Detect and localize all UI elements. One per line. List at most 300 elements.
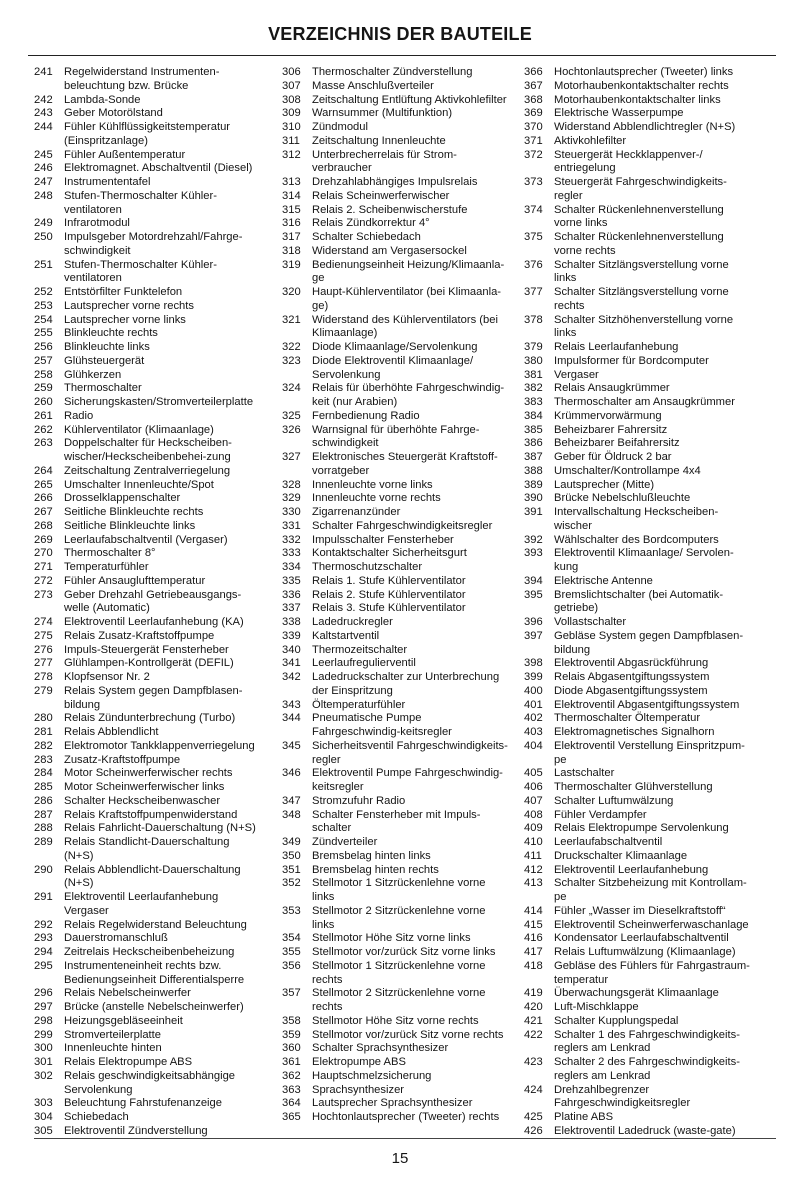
part-number: 388	[524, 464, 543, 477]
part-description	[554, 410, 772, 424]
part-description-line: Steuergerät Heckklappenver-/	[554, 148, 703, 161]
part-description	[64, 355, 272, 369]
part-description-line: Elektrische Antenne	[554, 574, 653, 587]
part-number: 416	[524, 932, 543, 945]
part-description-line: Diode Klimaanlage/Servolenkung	[312, 341, 478, 353]
part-description-line: Relais System gegen Dampfblasen-	[64, 684, 243, 697]
part-description	[554, 960, 772, 988]
part-number: 300	[34, 1042, 53, 1055]
part-number: 253	[34, 299, 53, 312]
parts-column-1	[34, 66, 272, 1139]
part-description-line: Hochtonlautsprecher (Tweeter) links	[554, 66, 734, 78]
part-number: 408	[524, 808, 543, 821]
part-description-line: Zeitrelais Heckscheibenbeheizung	[64, 946, 235, 958]
part-description-line: Leerlaufabschaltventil	[554, 836, 663, 848]
part-description-line: schwindigkeit	[64, 244, 131, 257]
part-entry	[34, 671, 272, 685]
part-description-line: Lautsprecher vorne links	[64, 313, 186, 326]
part-description-line: Öltemperaturfühler	[312, 698, 406, 711]
part-description	[64, 987, 272, 1001]
part-description-line: Vergaser	[554, 368, 599, 381]
part-number: 372	[524, 148, 543, 161]
part-description	[312, 671, 522, 699]
part-description-line: (N+S)	[64, 877, 94, 890]
part-description-line: Hauptschmelzsicherung	[312, 1069, 432, 1082]
part-number: 291	[34, 891, 53, 903]
part-entry	[34, 424, 272, 438]
part-description	[554, 575, 772, 589]
part-description-line: Motorhaubenkontaktschalter links	[554, 93, 721, 106]
part-description	[554, 767, 772, 781]
part-description-line: Infrarotmodul	[64, 217, 130, 230]
part-number: 295	[34, 959, 53, 972]
part-description	[312, 809, 522, 837]
part-entry	[524, 987, 772, 1001]
part-number: 422	[524, 1028, 543, 1041]
part-description-line: Brücke Nebelschlußleuchte	[554, 492, 691, 505]
part-number: 263	[34, 437, 53, 450]
part-number: 373	[524, 176, 543, 188]
part-description	[312, 314, 522, 342]
part-entry	[282, 561, 522, 575]
part-number: 255	[34, 327, 53, 340]
part-description-line: Relais geschwindigkeitsabhängige	[64, 1069, 236, 1082]
part-description-line: Impulsformer für Bordcomputer	[554, 354, 709, 367]
part-number: 296	[34, 987, 53, 1000]
part-entry	[282, 176, 522, 190]
part-description	[64, 657, 272, 671]
part-description	[312, 204, 522, 218]
part-number: 271	[34, 561, 53, 573]
part-description	[554, 795, 772, 809]
part-entry	[524, 149, 772, 177]
part-description-line: Krümmervorwärmung	[554, 409, 662, 422]
part-number: 379	[524, 341, 543, 353]
part-description	[554, 424, 772, 438]
part-entry	[524, 864, 772, 878]
part-description	[312, 836, 522, 850]
part-description-line: Steuergerät Fahrgeschwindigkeits-	[554, 176, 727, 188]
part-entry	[34, 66, 272, 94]
part-description-line: Luft-Mischklappe	[554, 1001, 639, 1013]
part-description-line: Sicherungskasten/Stromverteilerplatte	[64, 396, 254, 408]
part-number: 276	[34, 643, 53, 656]
part-description-line: Elektronisches Steuergerät Kraftstoff-	[312, 451, 498, 463]
part-number: 417	[524, 946, 543, 958]
part-entry	[34, 410, 272, 424]
part-description-line: Stellmotor 1 Sitzrückenlehne vorne	[312, 959, 486, 972]
part-number: 345	[282, 739, 301, 752]
part-description-line: Schalter Fensterheber mit Impuls-	[312, 808, 481, 821]
part-entry	[282, 245, 522, 259]
part-entry	[34, 149, 272, 163]
part-description-line: Relais Regelwiderstand Beleuchtung	[64, 918, 247, 931]
part-number: 377	[524, 286, 543, 298]
part-number: 418	[524, 959, 543, 972]
part-number: 369	[524, 107, 543, 120]
part-description	[312, 946, 522, 960]
part-entry	[282, 932, 522, 946]
part-description	[312, 932, 522, 946]
part-number: 341	[282, 657, 301, 670]
part-description-line: Elektropumpe ABS	[312, 1056, 406, 1068]
part-number: 412	[524, 863, 543, 876]
part-description-line: Lautsprecher vorne rechts	[64, 299, 194, 312]
part-entry	[34, 1042, 272, 1056]
part-entry	[524, 685, 772, 699]
part-description-line: rechts	[554, 299, 585, 312]
part-entry	[34, 1111, 272, 1125]
part-description-line: Relais Nebelscheinwerfer	[64, 987, 191, 1000]
part-entry	[524, 94, 772, 108]
part-number: 275	[34, 629, 53, 642]
part-description-line: vorne links	[554, 217, 608, 230]
part-description-line: Bedienungseinheit Heizung/Klimaanla-	[312, 258, 505, 271]
part-entry	[282, 946, 522, 960]
part-number: 378	[524, 313, 543, 326]
part-description	[312, 1056, 522, 1070]
part-number: 247	[34, 176, 53, 188]
part-number: 339	[282, 629, 301, 642]
part-number: 413	[524, 877, 543, 890]
part-description	[312, 1042, 522, 1056]
part-number: 280	[34, 712, 53, 725]
part-entry	[524, 231, 772, 259]
part-description	[312, 107, 522, 121]
part-number: 254	[34, 313, 53, 326]
part-description	[64, 396, 272, 410]
part-number: 327	[282, 451, 301, 463]
part-description	[64, 410, 272, 424]
part-entry	[34, 740, 272, 754]
part-entry	[524, 699, 772, 713]
part-number: 310	[282, 121, 301, 133]
part-description-line: Relais Zündkorrektur 4°	[312, 217, 430, 230]
part-description	[64, 437, 272, 465]
part-number: 349	[282, 836, 301, 848]
part-description-line: Sicherheitsventil Fahrgeschwindigkeits-	[312, 739, 508, 752]
part-description	[554, 465, 772, 479]
part-number: 393	[524, 547, 543, 560]
part-entry	[524, 919, 772, 933]
part-description	[312, 1029, 522, 1043]
part-entry	[282, 121, 522, 135]
part-description-line: Seitliche Blinkleuchte rechts	[64, 506, 204, 518]
part-entry	[524, 671, 772, 685]
part-entry	[282, 1029, 522, 1043]
part-description	[554, 547, 772, 575]
part-entry	[282, 341, 522, 355]
part-description	[64, 1097, 272, 1111]
part-entry	[34, 960, 272, 988]
part-entry	[524, 767, 772, 781]
part-entry	[34, 121, 272, 149]
part-description	[64, 644, 272, 658]
part-entry	[34, 1097, 272, 1111]
part-description	[554, 877, 772, 905]
part-description-line: Schalter Rückenlehnenverstellung	[554, 231, 724, 243]
part-description	[554, 286, 772, 314]
part-description-line: Bremsbelag hinten links	[312, 849, 431, 862]
part-entry	[34, 919, 272, 933]
part-entry	[34, 987, 272, 1001]
part-description	[312, 602, 522, 616]
part-description	[554, 135, 772, 149]
part-description-line: wischer/Heckscheibenbehei-zung	[64, 451, 231, 463]
part-description	[64, 547, 272, 561]
part-description	[64, 300, 272, 314]
part-number: 284	[34, 767, 53, 780]
part-number: 243	[34, 107, 53, 120]
part-description	[554, 259, 772, 287]
part-description-line: keit (nur Arabien)	[312, 396, 398, 408]
part-description-line: ventilatoren	[64, 203, 122, 216]
part-description-line: Innenleuchte vorne rechts	[312, 492, 441, 505]
part-description	[64, 190, 272, 218]
part-description-line: reglers am Lenkrad	[554, 1069, 651, 1082]
part-description-line: Brücke (anstelle Nebelscheinwerfer)	[64, 1001, 244, 1013]
part-description	[312, 259, 522, 287]
part-description	[312, 561, 522, 575]
part-number: 407	[524, 794, 543, 807]
part-description-line: Diode Elektroventil Klimaanlage/	[312, 354, 474, 367]
part-number: 248	[34, 189, 53, 202]
part-entry	[34, 217, 272, 231]
part-entry	[524, 410, 772, 424]
part-description-line: Fahrgeschwindigkeitsregler	[554, 1097, 691, 1110]
part-entry	[282, 1111, 522, 1125]
part-entry	[282, 355, 522, 383]
part-entry	[524, 314, 772, 342]
part-number: 303	[34, 1097, 53, 1110]
part-entry	[282, 712, 522, 740]
part-entry	[524, 355, 772, 369]
part-description-line: Relais Scheinwerferwischer	[312, 189, 450, 202]
part-entry	[34, 506, 272, 520]
part-description-line: Servolenkung	[312, 368, 381, 381]
part-description-line: Motor Scheinwerferwischer rechts	[64, 767, 233, 780]
part-description-line: Überwachungsgerät Klimaanlage	[554, 987, 719, 1000]
part-description	[554, 905, 772, 919]
part-entry	[34, 479, 272, 493]
part-number: 251	[34, 258, 53, 271]
part-description-line: Motor Scheinwerferwischer links	[64, 781, 225, 793]
part-description-line: Glühsteuergerät	[64, 354, 145, 367]
part-entry	[282, 410, 522, 424]
part-description-line: Kaltstartventil	[312, 629, 380, 642]
part-entry	[282, 424, 522, 452]
part-number: 270	[34, 547, 53, 560]
part-description	[312, 630, 522, 644]
part-number: 352	[282, 877, 301, 890]
part-description-line: Unterbrecherrelais für Strom-	[312, 148, 457, 161]
part-description-line: Drehzahlabhängiges Impulsrelais	[312, 176, 478, 188]
part-number: 340	[282, 643, 301, 656]
part-number: 309	[282, 107, 301, 120]
part-description-line: Drehzahlbegrenzer	[554, 1083, 650, 1096]
part-description-line: ventilatoren	[64, 272, 122, 285]
part-description-line: Doppelschalter für Heckscheiben-	[64, 437, 232, 450]
part-description	[312, 190, 522, 204]
part-description-line: keitsregler	[312, 781, 364, 793]
part-description	[554, 726, 772, 740]
part-description-line: wischer	[554, 519, 592, 532]
part-description-line: Relais Standlicht-Dauerschaltung	[64, 836, 230, 848]
part-entry	[524, 506, 772, 534]
part-description-line: Platine ABS	[554, 1111, 614, 1123]
part-entry	[524, 1111, 772, 1125]
part-number: 374	[524, 203, 543, 216]
part-description	[554, 382, 772, 396]
part-number: 311	[282, 134, 300, 147]
part-description-line: (N+S)	[64, 849, 94, 862]
part-entry	[524, 121, 772, 135]
part-description-line: links	[312, 918, 335, 931]
part-description-line: Bremsbelag hinten rechts	[312, 863, 439, 876]
part-description-line: Schalter Sitzhöhenverstellung vorne	[554, 313, 734, 326]
part-number: 386	[524, 437, 543, 450]
part-entry	[282, 534, 522, 548]
part-number: 361	[282, 1056, 301, 1068]
part-number: 343	[282, 698, 301, 711]
part-description	[64, 534, 272, 548]
part-description-line: Regelwiderstand Instrumenten-	[64, 66, 220, 78]
part-number: 370	[524, 121, 543, 133]
part-description	[312, 231, 522, 245]
part-description-line: Zusatz-Kraftstoffpumpe	[64, 753, 181, 766]
part-number: 394	[524, 574, 543, 587]
part-entry	[34, 162, 272, 176]
part-description	[554, 341, 772, 355]
part-entry	[282, 547, 522, 561]
part-entry	[34, 616, 272, 630]
part-description-line: Schalter Rückenlehnenverstellung	[554, 203, 724, 216]
part-description-line: Stellmotor Höhe Sitz vorne links	[312, 932, 471, 945]
part-description	[554, 231, 772, 259]
part-description-line: Druckschalter Klimaanlage	[554, 849, 688, 862]
part-number: 395	[524, 588, 543, 601]
part-description-line: Relais Zusatz-Kraftstoffpumpe	[64, 629, 215, 642]
part-number: 392	[524, 533, 543, 546]
part-description	[554, 589, 772, 617]
part-description-line: Relais Leerlaufanhebung	[554, 341, 679, 353]
part-description	[312, 506, 522, 520]
part-description-line: Stellmotor vor/zurück Sitz vorne links	[312, 946, 496, 958]
part-entry	[524, 1015, 772, 1029]
part-description-line: schalter	[312, 822, 352, 835]
part-entry	[34, 561, 272, 575]
part-number: 364	[282, 1097, 301, 1110]
part-entry	[524, 795, 772, 809]
part-number: 423	[524, 1056, 543, 1068]
part-description-line: Ladedruckregler	[312, 616, 393, 628]
part-description	[312, 245, 522, 259]
part-number: 314	[282, 189, 301, 202]
part-description	[554, 864, 772, 878]
part-description-line: Innenleuchte vorne links	[312, 478, 433, 491]
part-description-line: vorratgeber	[312, 464, 370, 477]
part-entry	[282, 850, 522, 864]
part-description-line: Zeitschaltung Entlüftung Aktivkohlefilter	[312, 93, 507, 106]
part-description	[554, 781, 772, 795]
part-entry	[34, 534, 272, 548]
part-description-line: Bedienungseinheit Differentialsperre	[64, 973, 245, 986]
part-entry	[282, 987, 522, 1015]
part-description	[312, 795, 522, 809]
part-entry	[524, 822, 772, 836]
part-description	[64, 767, 272, 781]
part-description	[64, 1070, 272, 1098]
part-number: 262	[34, 423, 53, 436]
part-entry	[34, 712, 272, 726]
part-number: 381	[524, 368, 543, 381]
part-entry	[34, 932, 272, 946]
part-description-line: rechts	[312, 1001, 343, 1013]
part-entry	[524, 726, 772, 740]
part-description	[312, 644, 522, 658]
part-description	[64, 822, 272, 836]
part-description	[312, 767, 522, 795]
part-description	[312, 451, 522, 479]
part-description-line: Hochtonlautsprecher (Tweeter) rechts	[312, 1111, 500, 1123]
part-entry	[524, 1001, 772, 1015]
part-number: 256	[34, 341, 53, 353]
part-description-line: Leerlaufabschaltventil (Vergaser)	[64, 533, 228, 546]
part-description	[64, 726, 272, 740]
part-description-line: welle (Automatic)	[64, 602, 150, 615]
part-description-line: Thermoschalter Glühverstellung	[554, 781, 713, 793]
part-description-line: Schalter Heckscheibenwascher	[64, 794, 221, 807]
part-description	[554, 657, 772, 671]
part-description	[64, 176, 272, 190]
part-description	[554, 616, 772, 630]
part-entry	[524, 286, 772, 314]
part-entry	[524, 932, 772, 946]
part-entry	[524, 1056, 772, 1084]
part-description	[312, 960, 522, 988]
part-description	[64, 149, 272, 163]
part-number: 267	[34, 506, 53, 518]
part-number: 290	[34, 863, 53, 876]
part-description	[312, 712, 522, 740]
part-description	[554, 396, 772, 410]
part-description	[64, 382, 272, 396]
part-entry	[34, 822, 272, 836]
part-description	[64, 630, 272, 644]
part-description-line: Fühler Ansauglufttemperatur	[64, 574, 206, 587]
part-description-line: Heizungsgebläseeinheit	[64, 1014, 183, 1027]
part-entry	[282, 589, 522, 603]
part-entry	[282, 602, 522, 616]
part-number: 409	[524, 822, 543, 835]
part-description-line: Geber für Öldruck 2 bar	[554, 451, 672, 463]
part-description-line: Elektroventil Scheinwerferwaschanlage	[554, 918, 749, 931]
part-description	[64, 740, 272, 754]
part-entry	[524, 877, 772, 905]
part-number: 344	[282, 712, 301, 725]
part-description-line: Beheizbarer Beifahrersitz	[554, 437, 680, 450]
part-description-line: Elektroventil Abgasentgiftungssystem	[554, 698, 740, 711]
part-entry	[282, 382, 522, 410]
part-description-line: Relais Kraftstoffpumpenwiderstand	[64, 808, 238, 821]
part-description-line: Vergaser	[64, 904, 109, 917]
part-description-line: Impulsgeber Motordrehzahl/Fahrge-	[64, 231, 243, 243]
part-entry	[34, 547, 272, 561]
part-entry	[524, 960, 772, 988]
part-number: 288	[34, 822, 53, 835]
part-number: 325	[282, 409, 301, 422]
part-description-line: Relais 2. Stufe Kühlerventilator	[312, 588, 466, 601]
